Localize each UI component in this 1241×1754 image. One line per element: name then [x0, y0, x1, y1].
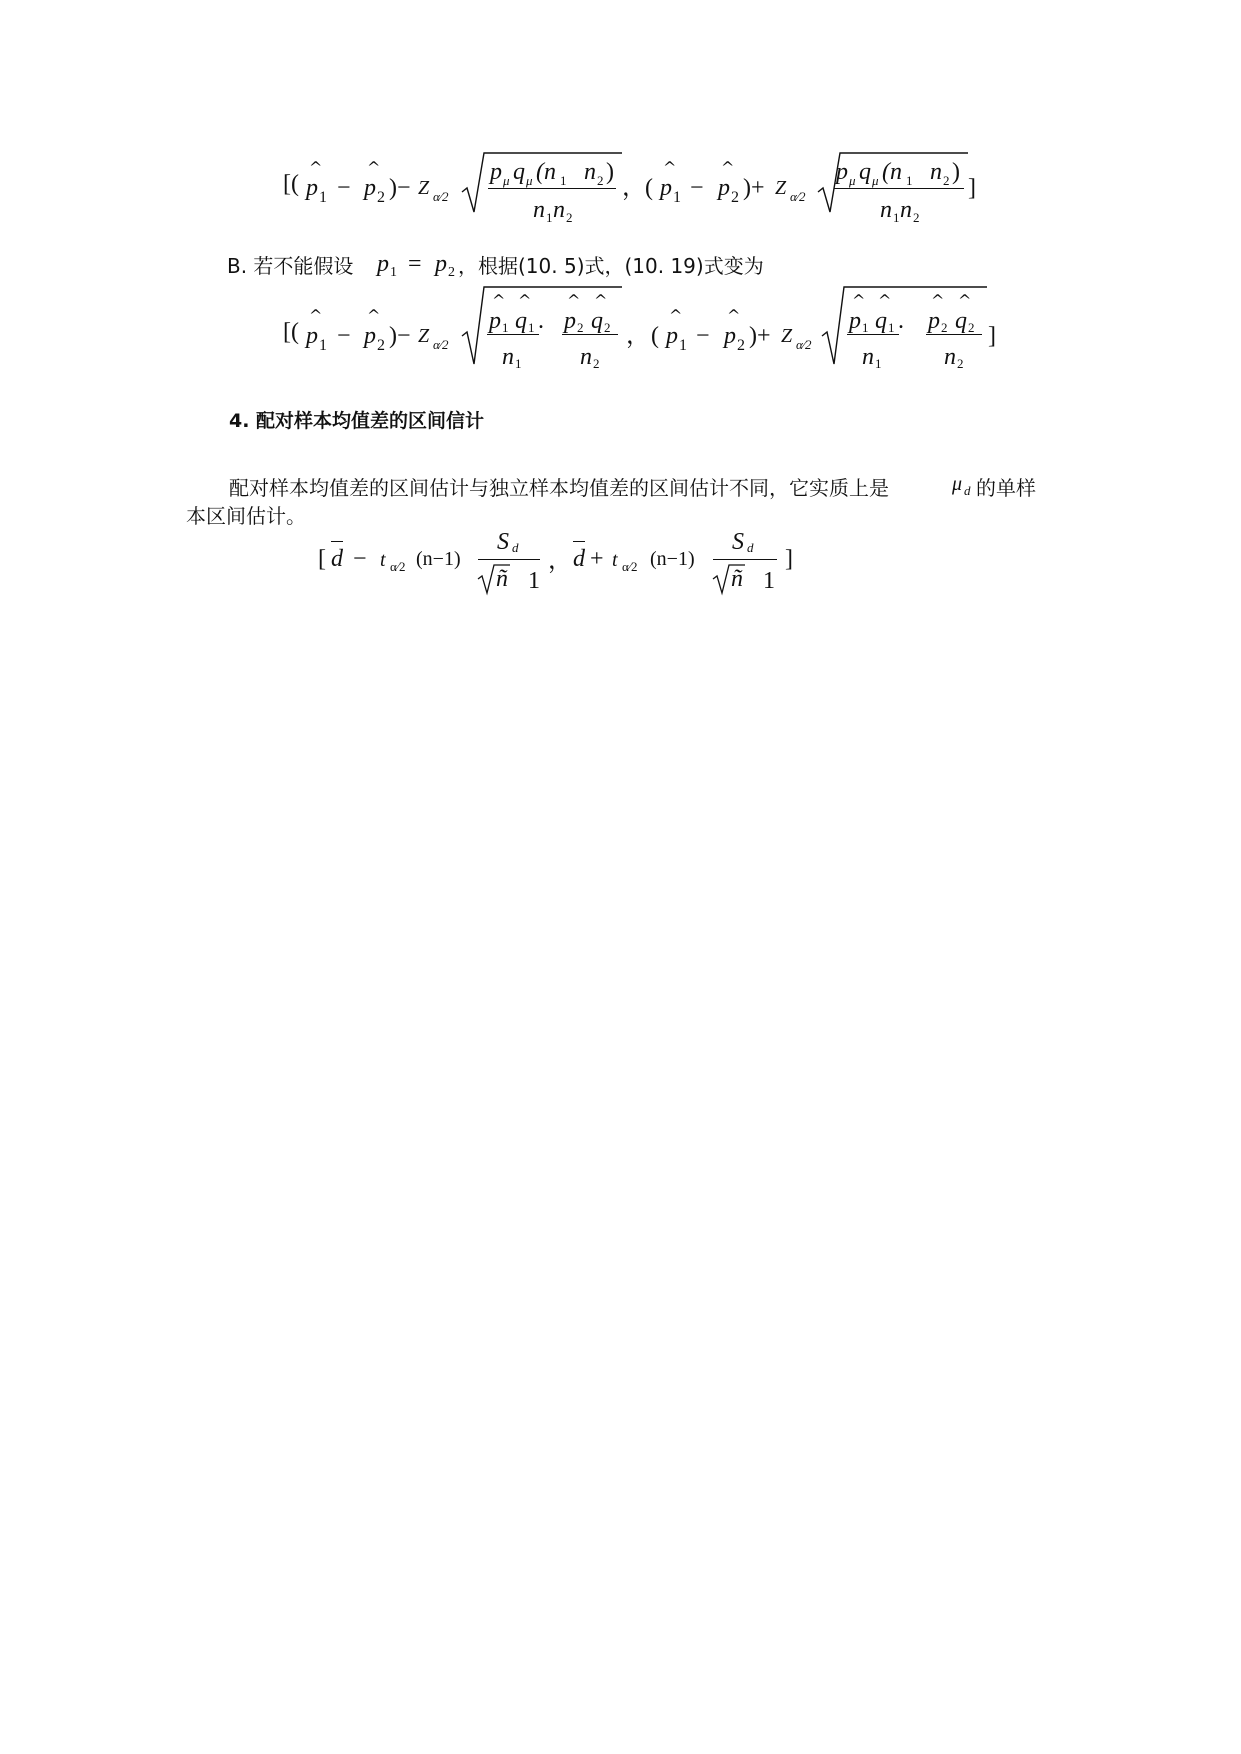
alpha-half: α⁄2 — [433, 337, 449, 352]
alpha-half: α⁄2 — [622, 559, 638, 574]
p1-var: p — [377, 251, 389, 277]
sub-mu: μ — [872, 173, 879, 188]
comma: ， — [622, 175, 646, 201]
sub-2: 2 — [943, 173, 950, 188]
sub-2: 2 — [968, 320, 975, 335]
hat-accent: ^ — [594, 291, 608, 310]
hat-accent: ^ — [958, 291, 972, 310]
section-heading: 4. 配对样本均值差的区间信计 — [229, 410, 485, 432]
p-hat-2: p — [364, 175, 376, 201]
sub-2: 2 — [577, 320, 584, 335]
den-n2: n — [580, 344, 592, 370]
dot: . — [538, 308, 544, 334]
sub-1: 1 — [502, 320, 509, 335]
den-n1: n — [502, 344, 514, 370]
hat-accent: ^ — [669, 306, 683, 325]
fraction-line — [926, 334, 982, 335]
d-subscript: d — [964, 483, 971, 498]
line-b-prefix: B. 若不能假设 — [227, 254, 354, 278]
num-q2: q — [591, 308, 603, 334]
alpha-half: α⁄2 — [390, 559, 406, 574]
d-bar: d — [331, 546, 343, 572]
fraction-line — [487, 334, 539, 335]
sub-2: 2 — [731, 189, 739, 206]
num-q: q — [859, 159, 871, 185]
overline — [331, 541, 343, 542]
hat-accent: ^ — [309, 158, 323, 177]
sub-1: 1 — [546, 210, 553, 225]
d-subscript: d — [747, 540, 754, 555]
den-n2: n — [553, 197, 565, 223]
sub-2: 2 — [377, 337, 385, 354]
sub-1: 1 — [893, 210, 900, 225]
plus-sign: + — [590, 546, 604, 572]
minus-sign: − — [353, 546, 367, 572]
sub-1: 1 — [390, 265, 397, 280]
num-p2: p — [564, 308, 576, 334]
p-hat-1: p — [666, 323, 678, 349]
hat-accent: ^ — [663, 158, 677, 177]
sub-2: 2 — [941, 320, 948, 335]
alpha-half: α⁄2 — [790, 189, 806, 204]
bracket-close: ] — [988, 323, 996, 349]
fraction-line — [713, 559, 777, 560]
sub-2: 2 — [566, 210, 573, 225]
hat-accent: ^ — [367, 158, 381, 177]
den-n2: n — [900, 197, 912, 223]
hat-accent: ^ — [931, 291, 945, 310]
z-symbol: Z — [418, 177, 430, 199]
sub-mu: μ — [503, 173, 510, 188]
hat-accent: ^ — [721, 158, 735, 177]
minus-sign: − — [696, 323, 710, 349]
paragraph-line-1a: 配对样本均值差的区间估计与独立样本均值差的区间估计不同，它实质上是 — [229, 476, 889, 500]
overline — [573, 541, 585, 542]
num-p1: p — [489, 308, 501, 334]
sub-2: 2 — [448, 265, 455, 280]
bracket-close: ] — [785, 546, 793, 572]
num-p: p — [490, 159, 502, 185]
paragraph-line-1b: 的单样 — [976, 476, 1036, 500]
hat-accent: ^ — [727, 306, 741, 325]
num-n1: (n — [536, 159, 556, 185]
sub-1: 1 — [875, 356, 882, 371]
bracket-close: ] — [968, 175, 976, 201]
n-minus-1: (n−1) — [416, 548, 461, 570]
n-tilde: ñ — [731, 566, 743, 592]
hat-accent: ^ — [492, 291, 506, 310]
bracket-open: [ — [318, 546, 326, 572]
sub-2: 2 — [737, 337, 745, 354]
sub-1: 1 — [319, 189, 327, 206]
right-paren: ) — [606, 159, 614, 185]
alpha-half: α⁄2 — [433, 189, 449, 204]
comma: ， — [626, 323, 650, 349]
hat-accent: ^ — [852, 291, 866, 310]
s-d: S — [497, 529, 509, 555]
n-minus-1: (n−1) — [650, 548, 695, 570]
alpha-half: α⁄2 — [796, 337, 812, 352]
num-n2: n — [930, 159, 942, 185]
bracket-open: [( — [283, 319, 299, 345]
paren-open: ( — [645, 175, 653, 201]
sub-mu: μ — [849, 173, 856, 188]
t-symbol: t — [612, 549, 618, 571]
den-n1: n — [880, 197, 892, 223]
num-q1: q — [875, 308, 887, 334]
s-d: S — [732, 529, 744, 555]
equals-sign: = — [408, 251, 422, 277]
sub-1: 1 — [906, 173, 913, 188]
comma: ， — [548, 548, 572, 574]
fraction-line — [562, 334, 618, 335]
sub-1: 1 — [528, 320, 535, 335]
num-n2: n — [584, 159, 596, 185]
fraction-line — [488, 188, 616, 189]
fraction-line — [834, 188, 964, 189]
num-q: q — [513, 159, 525, 185]
num-p2: p — [928, 308, 940, 334]
z-symbol: Z — [775, 177, 787, 199]
p-hat-1: p — [306, 175, 318, 201]
z-symbol: Z — [781, 325, 793, 347]
n-tilde: ñ — [496, 566, 508, 592]
p-hat-2: p — [724, 323, 736, 349]
d-subscript: d — [512, 540, 519, 555]
sub-1: 1 — [319, 337, 327, 354]
paren-open: ( — [651, 323, 659, 349]
sub-1: 1 — [673, 189, 681, 206]
sub-2: 2 — [593, 356, 600, 371]
sub-mu: μ — [526, 173, 533, 188]
p-hat-2: p — [718, 175, 730, 201]
mu-symbol: μ — [952, 473, 963, 495]
sub-2: 2 — [377, 189, 385, 206]
d-bar: d — [573, 546, 585, 572]
sub-2: 2 — [957, 356, 964, 371]
one: 1 — [763, 568, 775, 594]
hat-accent: ^ — [567, 291, 581, 310]
sub-1: 1 — [515, 356, 522, 371]
minus-sign: − — [690, 175, 704, 201]
close-paren-plus: )+ — [749, 323, 771, 349]
p-hat-1: p — [660, 175, 672, 201]
p2-var: p — [435, 251, 447, 277]
den-n2: n — [944, 344, 956, 370]
dot: . — [898, 308, 904, 334]
sub-1: 1 — [679, 337, 687, 354]
fraction-line — [478, 559, 540, 560]
hat-accent: ^ — [518, 291, 532, 310]
hat-accent: ^ — [367, 306, 381, 325]
close-paren-plus: )+ — [743, 175, 765, 201]
close-paren-minus: )− — [389, 323, 411, 349]
hat-accent: ^ — [878, 291, 892, 310]
t-symbol: t — [380, 549, 386, 571]
sub-1: 1 — [888, 320, 895, 335]
sub-2: 2 — [597, 173, 604, 188]
sub-1: 1 — [862, 320, 869, 335]
p-hat-2: p — [364, 323, 376, 349]
fraction-line — [847, 334, 899, 335]
minus-sign: − — [337, 175, 351, 201]
num-n1: (n — [882, 159, 902, 185]
bracket-open: [( — [283, 171, 299, 197]
num-q1: q — [515, 308, 527, 334]
den-n1: n — [862, 344, 874, 370]
close-paren-minus: )− — [389, 175, 411, 201]
paragraph-line-2: 本区间估计。 — [186, 504, 306, 528]
sub-1: 1 — [560, 173, 567, 188]
sub-2: 2 — [913, 210, 920, 225]
num-p: p — [836, 159, 848, 185]
num-p1: p — [849, 308, 861, 334]
sub-2: 2 — [604, 320, 611, 335]
minus-sign: − — [337, 323, 351, 349]
hat-accent: ^ — [309, 306, 323, 325]
right-paren: ) — [952, 159, 960, 185]
den-n1: n — [533, 197, 545, 223]
p-hat-1: p — [306, 323, 318, 349]
one: 1 — [528, 568, 540, 594]
z-symbol: Z — [418, 325, 430, 347]
num-q2: q — [955, 308, 967, 334]
line-b-suffix: ，根据(10. 5)式，(10. 19)式变为 — [458, 254, 764, 278]
